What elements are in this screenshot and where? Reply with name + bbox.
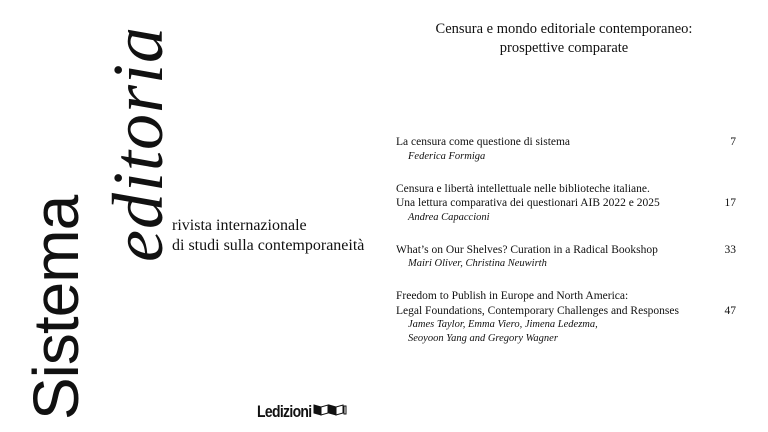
publisher-logo	[257, 402, 347, 422]
toc-page-number: 33	[724, 243, 736, 256]
toc-authors: Seoyoon Yang and Gregory Wagner	[408, 333, 558, 344]
journal-title-editoria: editoria	[98, 26, 178, 262]
toc-title-line: Censura e libertà intellettuale nelle biblioteche italiane.	[396, 182, 650, 195]
toc-title-line: La censura come questione di sistema	[396, 136, 571, 148]
toc-authors: James Taylor, Emma Viero, Jimena Ledezma,	[408, 319, 598, 330]
open-books-icon	[313, 403, 347, 422]
toc-authors: Andrea Capaccioni	[408, 211, 490, 223]
toc-title-line: Freedom to Publish in Europe and North America:	[396, 290, 629, 302]
toc-authors: Mairi Oliver, Christina Neuwirth	[408, 258, 547, 269]
issue-title-line-1: Censura e mondo editoriale contemporaneo:	[435, 21, 693, 37]
toc-page-number: 47	[724, 304, 736, 317]
journal-subtitle-line-1: rivista internazionale	[172, 217, 307, 234]
publisher-name: Ledizioni	[257, 402, 312, 421]
issue-title	[400, 20, 728, 58]
toc-entry	[396, 135, 736, 164]
journal-subtitle-line-2: di studi sulla contemporaneità	[172, 237, 365, 254]
toc-authors: Federica Formiga	[408, 150, 486, 162]
toc-page-number: 7	[730, 136, 736, 148]
issue-title-line-2: prospettive comparate	[499, 40, 629, 56]
toc-title-line: Una lettura comparativa dei questionari AIB 2022 e 2025	[396, 197, 660, 209]
toc-page-number: 17	[724, 197, 736, 209]
toc-title-line: What’s on Our Shelves? Curation in a Radical Bookshop	[396, 243, 658, 256]
toc-entry	[396, 289, 736, 346]
journal-subtitle	[172, 216, 364, 256]
toc-entry	[396, 182, 736, 225]
toc-entry	[396, 243, 736, 272]
toc-title-line: Legal Foundations, Contemporary Challenges and Responses	[396, 304, 679, 317]
table-of-contents	[396, 135, 736, 364]
journal-title-sistema: Sistema	[20, 195, 92, 420]
